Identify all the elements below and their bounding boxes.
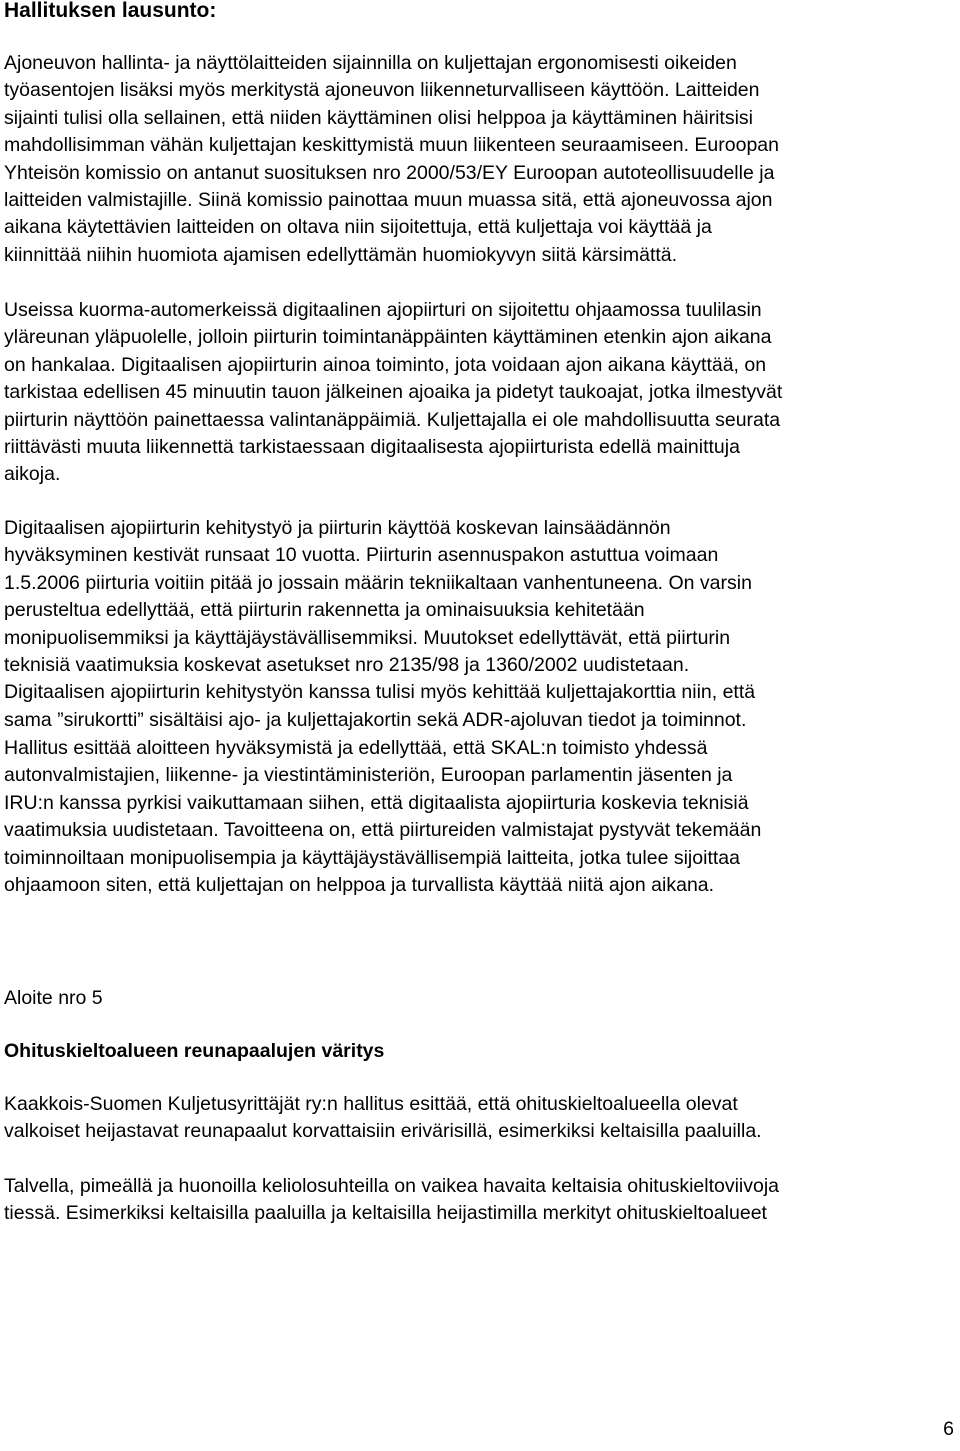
- text-line: Yhteisön komissio on antanut suosituksen nro 2000/53/EY Euroopan autoteollisuudelle ja: [4, 161, 775, 184]
- text-line: hyväksyminen kestivät runsaat 10 vuotta. Piirturin asennuspakon astuttua voimaan: [4, 544, 719, 567]
- text-line: Useissa kuorma-automerkeissä digitaalinen ajopiirturi on sijoitettu ohjaamossa tuulilasin: [4, 299, 762, 321]
- text-line: Ajoneuvon hallinta- ja näyttölaitteiden sijainnilla on kuljettajan ergonomisesti oikeiden: [4, 52, 737, 74]
- text-line: aikoja.: [4, 463, 61, 486]
- text-line: Hallitus esittää aloitteen hyväksymistä ja edellyttää, että SKAL:n toimisto yhdessä: [4, 737, 708, 759]
- text-line: toiminnoiltaan monipuolisempia ja käyttäjäystävällisempiä laitteita, jotka tulee sijoittaa: [4, 846, 740, 869]
- text-line: työasentojen lisäksi myös merkitystä ajoneuvon liikenneturvalliseen käyttöön. Laitteiden: [4, 79, 760, 102]
- page-number: 6: [943, 1418, 954, 1440]
- text-line: autonvalmistajien, liikenne- ja viestintäministeriön, Euroopan parlamentin jäsenten ja: [4, 764, 733, 787]
- text-line: sijainti tulisi olla sellainen, että niiden käyttäminen olisi helppoa ja käyttäminen häiritsisi: [4, 106, 753, 129]
- initiative-paragraph-1: [4, 1091, 762, 1146]
- text-line: kiinnittää niihin huomiota ajamisen edellyttämän huomiokyvyn siitä kärsimättä.: [4, 243, 678, 266]
- text-line: teknisiä vaatimuksia koskevat asetukset nro 2135/98 ja 1360/2002 uudistetaan.: [4, 654, 690, 677]
- text-line: yläreunan yläpuolelle, jolloin piirturin toimintanäppäinten käyttäminen etenkin ajon aikana: [4, 326, 772, 349]
- text-line: tiessä. Esimerkiksi keltaisilla paaluilla ja keltaisilla heijastimilla merkityt ohituskieltoalueet: [4, 1202, 767, 1225]
- text-line: 1.5.2006 piirturia voitiin pitää jo jossain määrin tekniikaltaan vanhentuneena. On varsin: [4, 571, 752, 594]
- statement-paragraph-4: [4, 735, 761, 899]
- text-line: on hankalaa. Digitaalisen ajopiirturin ainoa toiminto, jota voidaan ajon aikana käyttää, on: [4, 353, 767, 376]
- statement-paragraph-2: [4, 297, 782, 489]
- text-line: aikana käytettävien laitteiden on oltava niin sijoitettuja, että kuljettaja voi käyttää ja: [4, 216, 712, 239]
- text-line: mahdollisimman vähän kuljettajan keskittymistä muun liikenteen seuraamiseen. Euroopan: [4, 134, 779, 157]
- section-heading: Hallituksen lausunto:: [4, 0, 217, 22]
- text-line: vaatimuksia uudistetaan. Tavoitteena on, että piirtureiden valmistajat pystyvät tekemään: [4, 819, 762, 842]
- text-line: Digitaalisen ajopiirturin kehitystyön kanssa tulisi myös kehittää kuljettajakorttia niin, että: [4, 681, 756, 704]
- text-line: IRU:n kanssa pyrkisi vaikuttamaan siihen, että digitaalista ajopiirturia koskevia teknisiä: [4, 791, 749, 814]
- text-line: Kaakkois-Suomen Kuljetusyrittäjät ry:n hallitus esittää, että ohituskieltoalueella olevat: [4, 1093, 738, 1115]
- text-line: Digitaalisen ajopiirturin kehitystyö ja piirturin käyttöä koskevan lainsäädännön: [4, 517, 671, 539]
- text-line: ohjaamoon siten, että kuljettajan on helppoa ja turvallista käyttää niitä ajon aikana.: [4, 874, 715, 897]
- text-line: tarkistaa edellisen 45 minuutin tauon jälkeinen ajoaika ja pidetyt taukoajat, jotka ilmestyvät: [4, 381, 783, 404]
- text-line: valkoiset heijastavat reunapaalut korvattaisiin erivärisillä, esimerkiksi keltaisilla paaluilla.: [4, 1120, 762, 1143]
- text-line: piirturin näyttöön painettaessa valintanäppäimiä. Kuljettajalla ei ole mahdollisuutta seurata: [4, 408, 781, 431]
- text-line: riittävästi muuta liikennettä tarkistaessaan digitaalisesta ajopiirturista edellä mainittuja: [4, 436, 740, 459]
- statement-paragraph-3: [4, 515, 755, 734]
- initiative-label: Aloite nro 5: [4, 987, 103, 1009]
- initiative-paragraph-2: [4, 1173, 779, 1228]
- text-line: monipuolisemmiksi ja käyttäjäystävällisemmiksi. Muutokset edellyttävät, että piirturin: [4, 626, 731, 649]
- text-line: laitteiden valmistajille. Siinä komissio painottaa muun muassa sitä, että ajoneuvossa ajon: [4, 189, 773, 212]
- text-line: sama ”sirukortti” sisältäisi ajo- ja kuljettajakortin sekä ADR-ajoluvan tiedot ja toiminnot.: [4, 708, 747, 731]
- initiative-title: Ohituskieltoalueen reunapaalujen väritys: [4, 1040, 385, 1062]
- text-line: perusteltua edellyttää, että piirturin rakennetta ja ominaisuuksia kehitetään: [4, 599, 645, 622]
- text-line: Talvella, pimeällä ja huonoilla keliolosuhteilla on vaikea havaita keltaisia ohituskieltoviivoja: [4, 1175, 780, 1197]
- statement-paragraph-1: [4, 50, 779, 269]
